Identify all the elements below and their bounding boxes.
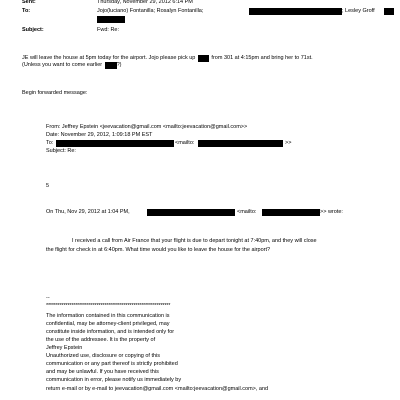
body-line-1-b: from 301 at 4:15pm and bring her to 71st. (211, 55, 313, 61)
forwarded-intro: Begin forwarded message: (22, 90, 88, 96)
to-value-a: Jojo(luciano) Fontanilla; Rosalyn Fontanilla; (97, 8, 204, 14)
quote-on-b: <mailto: (237, 209, 257, 215)
disclaimer-line: communication in error, please notify us immediately by (46, 377, 182, 383)
fwd-subject: Subject: Re: (46, 148, 76, 154)
redaction-block (147, 209, 235, 216)
redaction-block (105, 62, 117, 69)
body-line-2-b: ?) (116, 62, 122, 68)
redaction-block (198, 140, 283, 147)
disclaimer-line: Jeffrey Epstein (46, 345, 83, 351)
disclaimer-line: constitute inside information, and is intended only for (46, 329, 175, 335)
quote-on-c: >> wrote: (320, 209, 343, 215)
body-line-1 (22, 55, 313, 62)
disclaimer-line: and may be unlawful. If you have received this (46, 369, 159, 375)
disclaimer-line: Unauthorized use, disclosure or copying of this (46, 353, 161, 359)
fwd-to-label: To: (46, 140, 54, 146)
subject-label: Subject: (22, 27, 44, 33)
fwd-digit: 5 (46, 183, 50, 189)
fwd-to-close: >> (285, 140, 292, 146)
disclaimer-line: communication or any part thereof is strictly prohibited (46, 361, 178, 367)
fwd-from: From: Jeffrey Epstein <jeevacation@gmail.com <mailto:jeevacation@gmail.com>> (46, 124, 248, 130)
disclaimer-stars: **************************************************************** (46, 303, 171, 309)
disclaimer-line: return e-mail or by e-mail to jeevacation@gmail.com <mailto:jeevacation@gmail.com>, and (46, 386, 269, 392)
to-value-b: ; Lesley Groff (342, 8, 375, 14)
redaction-block (249, 8, 342, 15)
quote-message-line-2: the flight for check in at 6:40pm. What time would you like to leave the house for the airport? (46, 247, 271, 253)
quote-on-a: On Thu, Nov 29, 2012 at 1:04 PM, (46, 209, 130, 215)
sent-label: Sent: (22, 0, 36, 5)
redaction-block (198, 55, 209, 62)
disclaimer-line: confidential, may be attorney-client privileged, may (46, 321, 170, 327)
redaction-block (262, 209, 320, 216)
fwd-to-mailto: <mailto: (175, 140, 195, 146)
redaction-block (97, 16, 125, 23)
body-line-2-a: (Unless you want to come earlier (22, 62, 103, 68)
body-line-2 (22, 62, 122, 69)
disclaimer-line: the use of the addressee. It is the property of (46, 337, 156, 343)
quote-message-line-1: I received a call from Air France that your flight is due to depart tonight at 7:40pm, and they will close (72, 238, 317, 244)
redaction-block (56, 140, 174, 147)
fwd-date: Date: November 29, 2012, 1:09:18 PM EST (46, 132, 153, 138)
disclaimer-line: The information contained in this communication is (46, 313, 170, 319)
signature-dash: -- (46, 295, 50, 301)
body-line-1-a: JE will leave the house at 5pm today for the airport. Jojo please pick up (22, 55, 196, 61)
subject-value: Fwd: Re: (97, 27, 120, 33)
to-label: To: (22, 8, 31, 14)
redaction-block (384, 8, 394, 15)
sent-value: Thursday, November 29, 2012 6:14 PM (97, 0, 193, 5)
